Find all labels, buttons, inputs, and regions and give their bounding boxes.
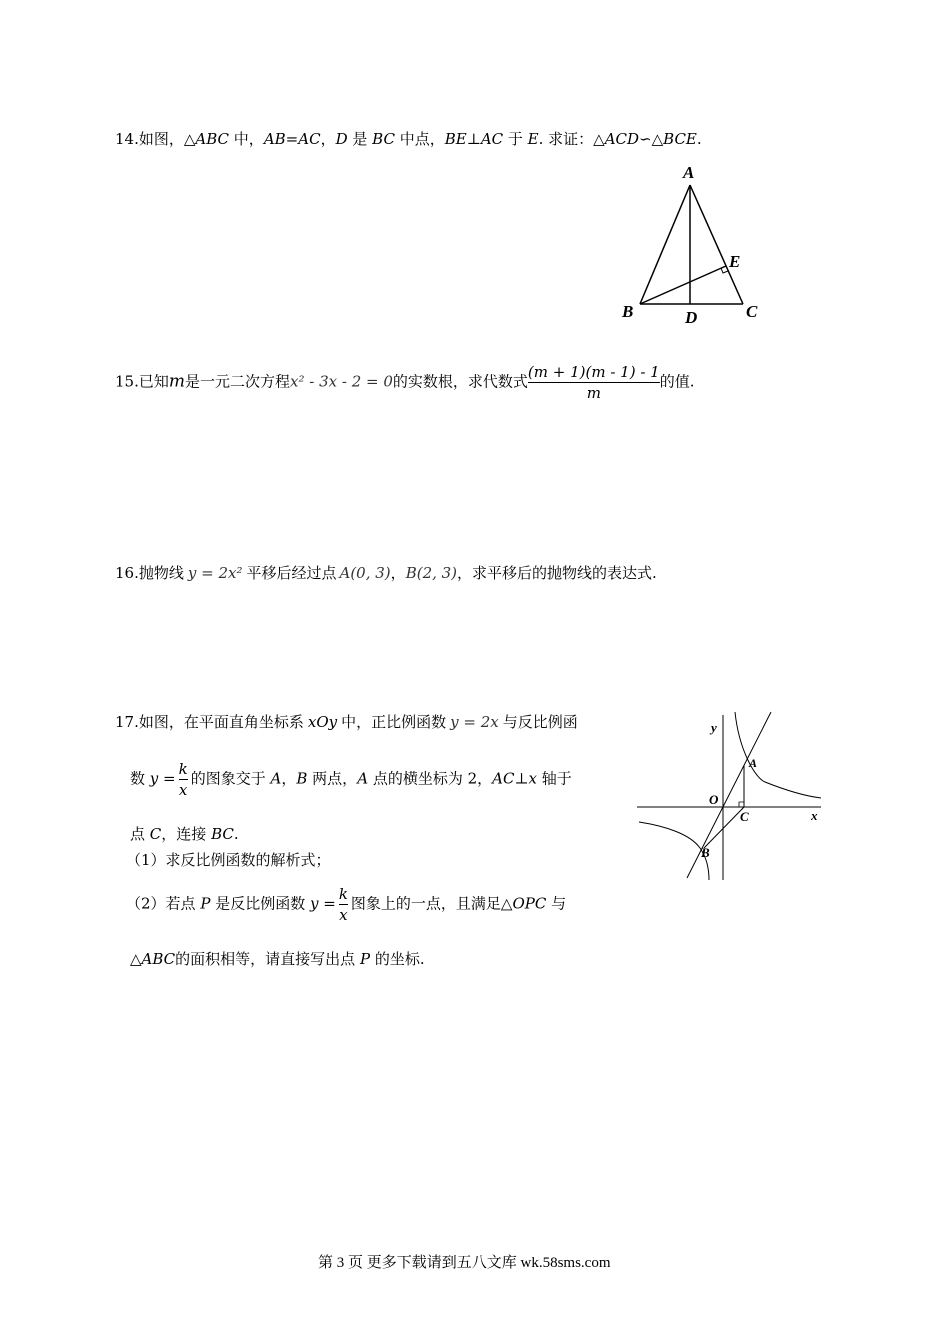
label-b: B [701,845,710,860]
question-17-sub-1: （1）求反比例函数的解析式； [126,851,331,869]
q16-text: 平移后经过点 [246,564,337,582]
q14-part: BCE [663,130,697,148]
q17-text: （2）若点 [126,894,196,913]
q15-var: m [168,371,185,392]
q14-part: E [527,130,539,148]
q17-xoy: xOy [307,713,338,731]
q14-part: . [696,130,702,148]
question-15-text [115,363,695,402]
q17-var: P [200,894,211,913]
hyperbola-branch-2 [639,822,709,880]
q15-fraction [528,363,660,402]
line-y-2x [687,712,771,878]
q14-part: 于 [503,130,528,148]
q16-point-b: B(2, 3) [405,564,458,582]
label-a: A [683,163,695,182]
q17-var: AC [492,769,515,788]
q17-text: 的面积相等，请直接写出点 [175,950,356,968]
fraction-bar [179,779,188,780]
side-ab [640,185,690,304]
fraction-numerator: k [338,885,348,903]
q14-part: D [335,130,348,148]
label-b: B [622,302,634,321]
q17-text: ， [281,769,297,788]
q17-text: 如图，在平面直角坐标系 [138,713,304,731]
q17-text: 中，正比例函数 [341,713,447,731]
q17-text: △ [130,950,142,968]
q16-separator: ， [390,564,406,582]
q14-part: 中， [229,130,264,148]
q14-part: = [285,130,299,148]
page-footer: 第 3 页 更多下载请到五八文库 wk.58sms.com [318,1255,611,1271]
q14-part: BE [444,130,467,148]
q14-part: . 求证：△ [538,130,605,148]
q17-var: BC [211,825,234,843]
q17-var: ABC [141,950,176,968]
q17-text: 与 [551,894,567,913]
q16-number: 16. [115,564,139,582]
q17-number: 17. [115,713,139,731]
label-d: D [685,308,698,327]
q17-var: A [357,769,369,788]
q17-text: 两点， [312,769,358,788]
q14-part: ⊥ [466,130,481,148]
q15-text: 已知 [138,372,169,391]
label-c: C [740,809,749,824]
question-17-line-1 [115,711,578,732]
q15-text: 的实数根，求代数式 [392,372,528,391]
q14-part: ∽△ [639,130,664,148]
label-e: E [729,252,741,271]
q17-y-equals: y = [149,769,176,788]
q14-part: ACD [604,130,640,148]
side-ac [690,185,743,304]
q17-var: OPC [512,894,547,913]
segment-bc [704,807,744,848]
label-a: A [749,756,758,770]
q14-part: 是 [347,130,373,148]
q14-part: ， [320,130,336,148]
fraction-denominator: x [339,906,348,924]
fraction-numerator: k [178,760,188,778]
label-x: x [811,808,818,823]
q17-var: B [296,769,308,788]
q14-part: AB [263,130,286,148]
coordinate-figure [635,710,835,882]
hyperbola-branch-1 [735,712,821,798]
q17-linear-function: y = 2x [450,713,499,731]
fraction-denominator: m [586,384,601,402]
label-c: C [746,302,758,321]
q16-expression: y = 2x² [187,564,243,582]
q17-text: 的图象交于 [190,769,266,788]
q16-text: ，求平移后的抛物线的表达式. [457,564,657,582]
q17-var: P [359,950,371,968]
q17-text: 与反比例函 [502,713,578,731]
q14-part: AC [480,130,504,148]
q17-var: C [149,825,162,843]
q17-text: ，连接 [161,825,207,843]
fraction-bar [528,382,660,383]
q17-text: 数 [130,769,146,788]
q17-text: 的坐标. [374,950,425,968]
q15-text: 是一元二次方程 [185,372,291,391]
q14-part: 如图，△ [138,130,196,148]
q17-text: 点的横坐标为 2， [372,769,493,788]
question-16-text [115,562,657,583]
q15-text: 的值. [659,372,695,391]
q17-text: . [233,825,239,843]
question-17-line-2 [130,760,572,799]
q14-number: 14. [115,130,139,148]
q17-text: 点 [130,825,146,843]
question-17-sub-2 [126,885,566,924]
q17-y-equals: y = [310,894,336,913]
question-14-text [115,128,702,149]
q17-text: 图象上的一点，且满足△ [350,894,513,913]
fraction-numerator: (m + 1)(m - 1) - 1 [527,363,660,381]
label-o: O [709,792,719,807]
q17-k-over-x-2 [339,885,348,924]
q17-var: x [528,769,538,788]
q17-text: ⊥ [514,769,529,788]
question-17-line-6 [130,948,425,969]
q14-part: AC [298,130,321,148]
q15-equation: x² - 3x - 2 = 0 [290,372,393,391]
q17-text: 轴于 [541,769,572,788]
triangle-figure [610,160,770,330]
label-y: y [711,720,717,735]
q15-number: 15. [115,372,139,391]
fraction-bar [339,904,348,905]
q16-text: 抛物线 [138,564,184,582]
q17-var: A [270,769,282,788]
fraction-denominator: x [178,781,188,799]
q17-k-over-x [179,760,188,799]
q17-text: 是反比例函数 [215,894,306,913]
q14-part: 中点， [394,130,445,148]
right-angle-mark [739,802,744,807]
question-17-line-3 [130,823,239,844]
q16-point-a: A(0, 3) [339,564,391,582]
q14-part: BC [372,130,395,148]
q14-part: ABC [195,130,230,148]
